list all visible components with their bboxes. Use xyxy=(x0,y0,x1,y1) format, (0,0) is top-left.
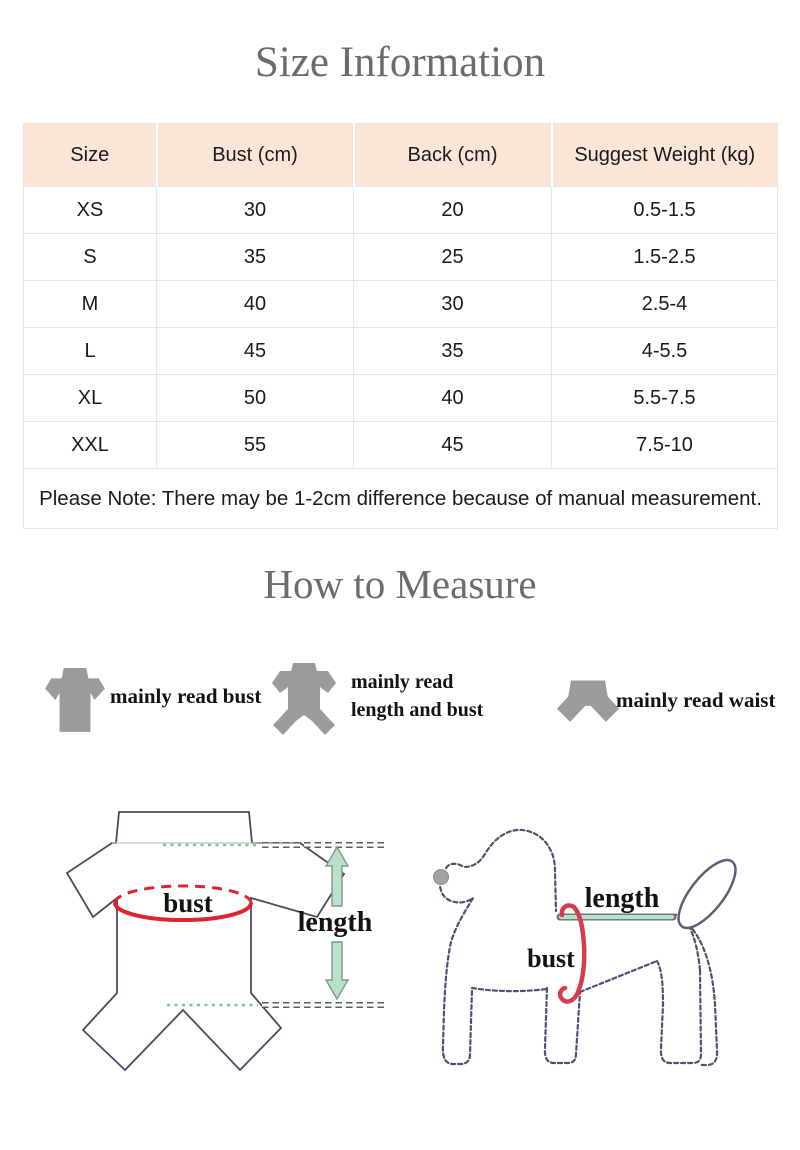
legend-label-bust: mainly read bust xyxy=(110,684,262,708)
size-cell: S xyxy=(24,234,157,281)
vest-icon xyxy=(44,666,106,736)
dog-tail xyxy=(669,852,745,937)
size-cell: 30 xyxy=(157,187,354,234)
size-cell: 30 xyxy=(354,281,552,328)
legend-label-waist: mainly read waist xyxy=(616,688,776,712)
header-cell-bust: Bust (cm) xyxy=(157,124,354,187)
garment-length-label: length xyxy=(297,907,373,938)
dog-diagram xyxy=(410,820,800,1110)
header-cell-weight: Suggest Weight (kg) xyxy=(552,124,778,187)
size-cell: XS xyxy=(24,187,157,234)
jumpsuit-icon xyxy=(271,661,337,739)
size-cell: 35 xyxy=(157,234,354,281)
size-cell: 7.5-10 xyxy=(552,422,778,469)
size-table xyxy=(23,123,778,529)
size-cell: 55 xyxy=(157,422,354,469)
size-cell: 4-5.5 xyxy=(552,328,778,375)
size-table-row xyxy=(24,422,778,469)
size-cell: XXL xyxy=(24,422,157,469)
legend-label-line: mainly read xyxy=(351,671,454,693)
how-to-measure-title: How to Measure xyxy=(263,561,537,607)
size-table-note-row xyxy=(24,469,778,529)
size-cell: M xyxy=(24,281,157,328)
dog-bust-label: bust xyxy=(527,944,575,973)
size-cell: 2.5-4 xyxy=(552,281,778,328)
size-cell: 40 xyxy=(354,375,552,422)
dog-outline xyxy=(440,830,717,1065)
size-table-row xyxy=(24,375,778,422)
garment-outline xyxy=(67,812,344,1070)
measurement-note: Please Note: There may be 1-2cm difference because of manual measurement. xyxy=(24,469,778,529)
size-cell: 45 xyxy=(157,328,354,375)
size-cell: 45 xyxy=(354,422,552,469)
size-cell: 5.5-7.5 xyxy=(552,375,778,422)
size-information-title: Size Information xyxy=(254,39,546,86)
legend-label-length-bust xyxy=(351,668,483,724)
size-table-row xyxy=(24,328,778,375)
size-cell: 35 xyxy=(354,328,552,375)
dog-nose xyxy=(434,870,449,885)
garment-diagram xyxy=(30,790,400,1100)
garment-bust-label: bust xyxy=(163,888,213,918)
length-arrow-down xyxy=(326,942,348,999)
legend-label-line: length and bust xyxy=(351,699,484,721)
size-cell: 0.5-1.5 xyxy=(552,187,778,234)
size-table-row xyxy=(24,187,778,234)
size-cell: 20 xyxy=(354,187,552,234)
size-cell: L xyxy=(24,328,157,375)
size-table-row xyxy=(24,234,778,281)
pants-icon xyxy=(556,678,620,730)
size-cell: XL xyxy=(24,375,157,422)
header-cell-back: Back (cm) xyxy=(354,124,552,187)
size-table-row xyxy=(24,281,778,328)
size-cell: 1.5-2.5 xyxy=(552,234,778,281)
size-cell: 50 xyxy=(157,375,354,422)
size-cell: 40 xyxy=(157,281,354,328)
size-cell: 25 xyxy=(354,234,552,281)
size-table-header-row xyxy=(24,124,778,187)
header-cell-size: Size xyxy=(24,124,157,187)
dog-length-label: length xyxy=(584,883,660,914)
